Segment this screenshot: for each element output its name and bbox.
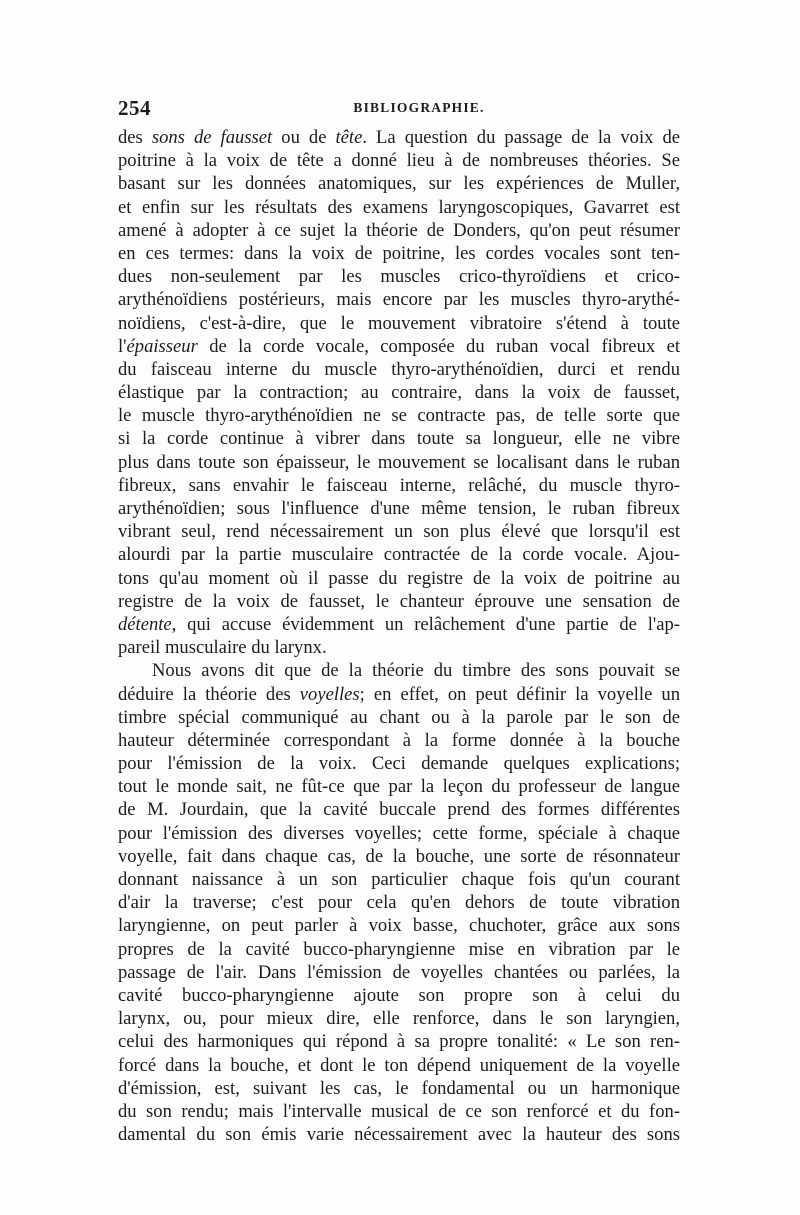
text-line: si la corde continue à vibrer dans toute sa longueur, elle ne vibre bbox=[118, 428, 680, 450]
text-line: damental du son émis varie nécessairement avec la hauteur des sons bbox=[118, 1124, 680, 1146]
text-line: d'émission, est, suivant les cas, le fondamental ou un harmonique bbox=[118, 1077, 680, 1099]
text-line: de M. Jourdain, que la cavité buccale prend des formes différentes bbox=[118, 799, 680, 821]
text-line: larynx, ou, pour mieux dire, elle renforce, dans le son laryngien, bbox=[118, 1008, 680, 1030]
body-text bbox=[118, 126, 680, 1146]
text-line: pareil musculaire du larynx. bbox=[118, 637, 327, 659]
text-line: poitrine à la voix de tête a donné lieu à de nombreuses théories. Se bbox=[118, 150, 680, 172]
text-line: élastique par la contraction; au contraire, dans la voix de fausset, bbox=[118, 382, 680, 404]
text-line: détente, qui accuse évidemment un relâchement d'une partie de l'ap- bbox=[118, 613, 680, 635]
text-line: et enfin sur les résultats des examens laryngoscopiques, Gavarret est bbox=[118, 196, 680, 218]
running-title: BIBLIOGRAPHIE. bbox=[353, 100, 485, 115]
text-line: noïdiens, c'est-à-dire, que le mouvement vibratoire s'étend à toute bbox=[118, 312, 680, 334]
text-line: déduire la théorie des voyelles; en effet, on peut définir la voyelle un bbox=[118, 683, 680, 705]
text-line: tons qu'au moment où il passe du registre de la voix de poitrine au bbox=[118, 567, 680, 589]
text-line: du son rendu; mais l'intervalle musical de ce son renforcé et du fon- bbox=[118, 1100, 680, 1122]
text-line: arythénoïdien; sous l'influence d'une même tension, le ruban fibreux bbox=[118, 498, 680, 519]
text-line: arythénoïdiens postérieurs, mais encore par les muscles thyro-arythé- bbox=[118, 289, 680, 311]
text-line: d'air la traverse; c'est pour cela qu'en dehors de toute vibration bbox=[118, 892, 680, 914]
text-line: timbre spécial communiqué au chant ou à la parole par le son de bbox=[118, 706, 680, 728]
text-line: Nous avons dit que de la théorie du timbre des sons pouvait se bbox=[152, 660, 680, 682]
text-line: en ces termes: dans la voix de poitrine, les cordes vocales sont ten- bbox=[118, 242, 680, 264]
text-line: tout le monde sait, ne fût-ce que par la leçon du professeur de langue bbox=[118, 776, 680, 798]
page-number: 254 bbox=[118, 96, 151, 120]
text-line: hauteur déterminée correspondant à la forme donnée à la bouche bbox=[118, 729, 680, 751]
page-header bbox=[118, 96, 680, 122]
text-line: vibrant seul, rend nécessairement un son plus élevé que lorsqu'il est bbox=[118, 521, 680, 543]
text-line: laryngienne, on peut parler à voix basse, chuchoter, grâce aux sons bbox=[118, 915, 680, 937]
text-line: pour l'émission des diverses voyelles; cette forme, spéciale à chaque bbox=[118, 822, 680, 844]
text-line: le muscle thyro-arythénoïdien ne se contracte pas, de telle sorte que bbox=[118, 405, 680, 427]
text-line: basant sur les données anatomiques, sur les expériences de Muller, bbox=[118, 173, 680, 195]
text-line: des sons de fausset ou de tête. La question du passage de la voix de bbox=[118, 127, 681, 148]
text-line: alourdi par la partie musculaire contractée de la corde vocale. Ajou- bbox=[118, 544, 680, 566]
text-line: dues non-seulement par les muscles crico-thyroïdiens et crico- bbox=[118, 266, 680, 288]
text-line: pour l'émission de la voix. Ceci demande quelques explications; bbox=[118, 753, 680, 775]
text-line: plus dans toute son épaisseur, le mouvement se localisant dans le ruban bbox=[118, 451, 680, 473]
text-line: voyelle, fait dans chaque cas, de la bouche, une sorte de résonnateur bbox=[118, 845, 680, 867]
text-line: l'épaisseur de la corde vocale, composée du ruban vocal fibreux et bbox=[118, 335, 680, 357]
text-line: du faisceau interne du muscle thyro-arythénoïdien, durci et rendu bbox=[118, 358, 680, 380]
text-line: passage de l'air. Dans l'émission de voyelles chantées ou parlées, la bbox=[118, 961, 680, 983]
text-line: forcé dans la bouche, et dont le ton dépend uniquement de la voyelle bbox=[118, 1054, 680, 1076]
text-line: registre de la voix de fausset, le chanteur éprouve une sensation de bbox=[118, 590, 680, 612]
text-line: cavité bucco-pharyngienne ajoute son propre son à celui du bbox=[118, 984, 680, 1006]
text-line: propres de la cavité bucco-pharyngienne mise en vibration par le bbox=[118, 938, 680, 960]
text-line: celui des harmoniques qui répond à sa propre tonalité: « Le son ren- bbox=[118, 1031, 680, 1053]
text-line: donnant naissance à un son particulier chaque fois qu'un courant bbox=[118, 869, 680, 890]
text-line: fibreux, sans envahir le faisceau interne, relâché, du muscle thyro- bbox=[118, 474, 680, 496]
text-line: amené à adopter à ce sujet la théorie de Donders, qu'on peut résumer bbox=[118, 219, 680, 241]
